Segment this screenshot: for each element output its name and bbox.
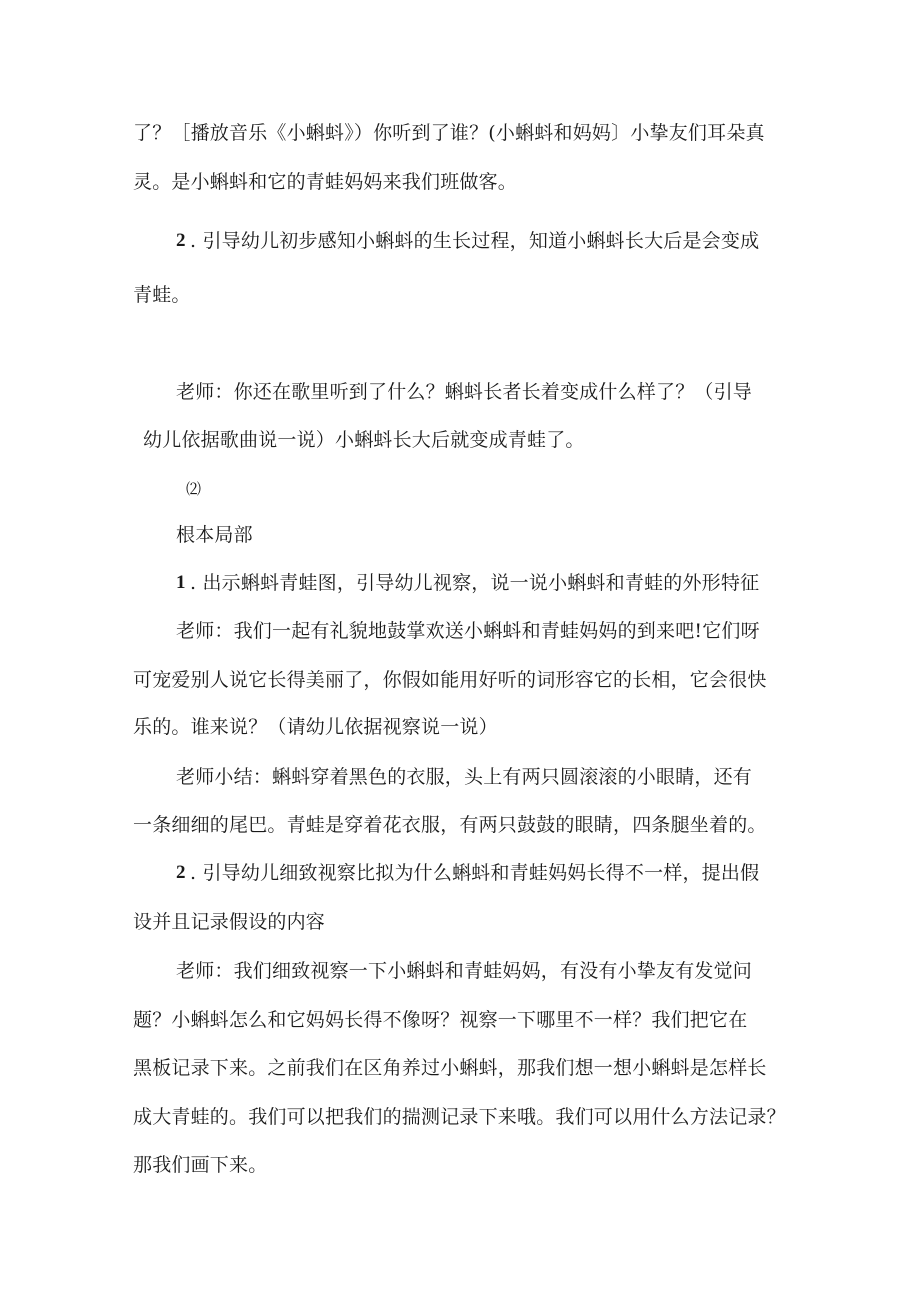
paragraph-line: 青蛙。 bbox=[133, 284, 191, 306]
paragraph-line: 老师：我们细致视察一下小蝌蚪和青蛙妈妈，有没有小挚友有发觉问 bbox=[176, 960, 753, 982]
section-heading: 根本局部 bbox=[176, 524, 253, 546]
paragraph-line: 老师小结：蝌蚪穿着黑色的衣服，头上有两只圆滚滚的小眼睛，还有 bbox=[176, 766, 753, 788]
list-number: 2 bbox=[176, 230, 186, 251]
paragraph-line: 黑板记录下来。之前我们在区角养过小蝌蚪，那我们想一想小蝌蚪是怎样长 bbox=[133, 1057, 767, 1079]
paragraph-line: 一条细细的尾巴。青蛙是穿着花衣服，有两只鼓鼓的眼睛，四条腿坐着的。 bbox=[133, 814, 767, 836]
paragraph-line: 灵。是小蝌蚪和它的青蛙妈妈来我们班做客。 bbox=[133, 171, 518, 193]
list-number: 1 bbox=[176, 572, 186, 593]
list-item-heading: . 出示蝌蚪青蛙图，引导幼儿视察，说一说小蝌蚪和青蛙的外形特征 bbox=[190, 572, 760, 594]
paragraph-line: 了？［播放音乐《小蝌蚪》）你听到了谁？(小蝌蚪和妈妈〕小挚友们耳朵真 bbox=[133, 122, 765, 144]
paragraph-line: 幼儿依据歌曲说一说）小蝌蚪长大后就变成青蛙了。 bbox=[143, 429, 585, 451]
list-number: 2 bbox=[176, 862, 186, 883]
paragraph-line: 成大青蛙的。我们可以把我们的揣测记录下来哦。我们可以用什么方法记录？ bbox=[133, 1106, 786, 1128]
list-item-heading: . 引导幼儿细致视察比拟为什么蝌蚪和青蛙妈妈长得不一样，提出假 bbox=[190, 862, 760, 884]
paragraph-line: 老师：你还在歌里听到了什么？蝌蚪长者长着变成什么样了？（引导 bbox=[176, 381, 753, 403]
paragraph-line: 那我们画下来。 bbox=[133, 1154, 268, 1176]
paragraph-line: 设并且记录假设的内容 bbox=[133, 911, 326, 933]
paragraph-line: 题？小蝌蚪怎么和它妈妈长得不像呀？视察一下哪里不一样？我们把它在 bbox=[133, 1009, 748, 1031]
paragraph-line: 可宠爱别人说它长得美丽了，你假如能用好听的词形容它的长相，它会很快 bbox=[133, 669, 767, 691]
paragraph-line: 老师：我们一起有礼貌地鼓掌欢送小蝌蚪和青蛙妈妈的到来吧!它们呀 bbox=[176, 620, 760, 642]
paragraph-line: 乐的。谁来说？（请幼儿依据视察说一说） bbox=[133, 716, 498, 738]
section-marker: ⑵ bbox=[186, 480, 202, 498]
list-item-heading: . 引导幼儿初步感知小蝌蚪的生长过程，知道小蝌蚪长大后是会变成 bbox=[190, 230, 760, 252]
